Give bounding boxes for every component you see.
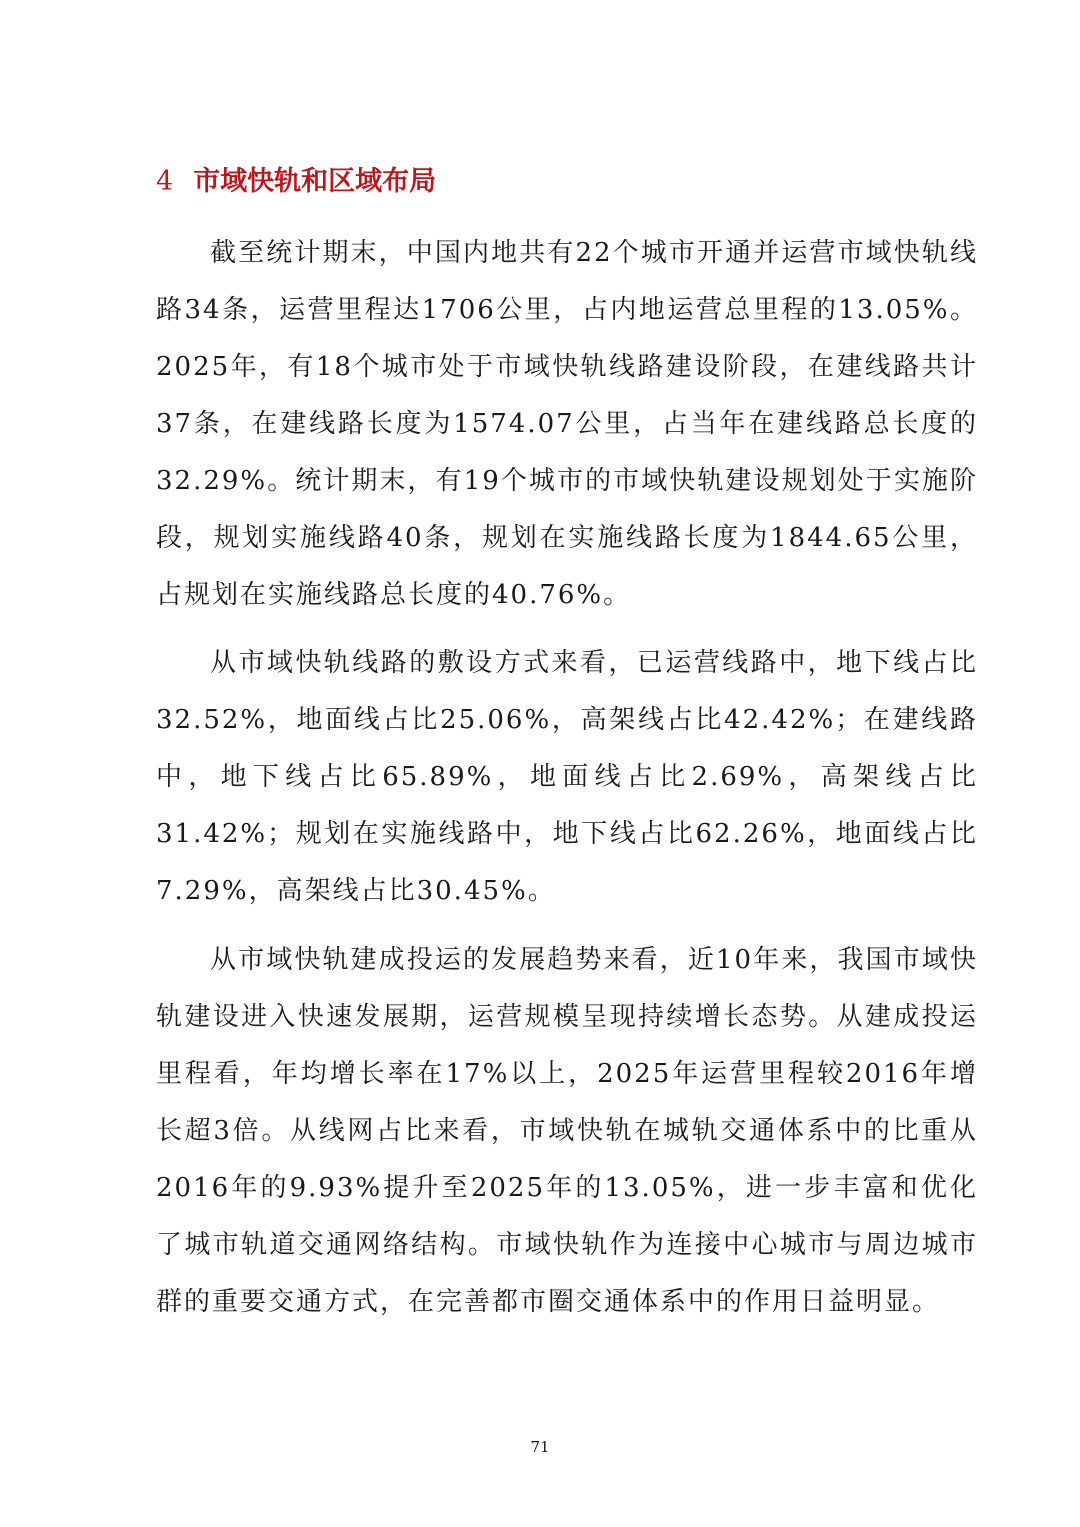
page-number: 71 [530,1438,550,1456]
section-title: 市域快轨和区域布局 [193,166,437,197]
section-heading [156,160,976,204]
paragraph-development-trend: 从市域快轨建成投运的发展趋势来看，近10年来，我国市域快轨建设进入快速发展期，运营规模呈现持续增长态势。从建成投运里程看，年均增长率在17%以上，2025年运营里程较2016年增长超3倍。从线网占比来看，市域快轨在城轨交通体系中的比重从2016年的9.93%提升至2025年的13.05%，进一步丰富和优化了城市轨道交通网络结构。市域快轨作为连接中心城市与周边城市群的重要交通方式，在完善都市圈交通体系中的作用日益明显。 [156,945,978,1317]
section-number: 4 [156,166,174,197]
paragraph-laying-method: 从市域快轨线路的敷设方式来看，已运营线路中，地下线占比32.52%，地面线占比25.06%，高架线占比42.42%；在建线路中，地下线占比65.89%，地面线占比2.69%，高架线占比31.42%；规划在实施线路中，地下线占比62.26%，地面线占比7.29%，高架线占比30.45%。 [156,648,978,906]
paragraph-operation-summary: 截至统计期末，中国内地共有22个城市开通并运营市域快轨线路34条，运营里程达1706公里，占内地运营总里程的13.05%。2025年，有18个城市处于市域快轨线路建设阶段，在建线路共计37条，在建线路长度为1574.07公里，占当年在建线路总长度的32.29%。统计期末，有19个城市的市域快轨建设规划处于实施阶段，规划实施线路40条，规划在实施线路长度为1844.65公里，占规划在实施线路总长度的40.76%。 [156,238,978,610]
